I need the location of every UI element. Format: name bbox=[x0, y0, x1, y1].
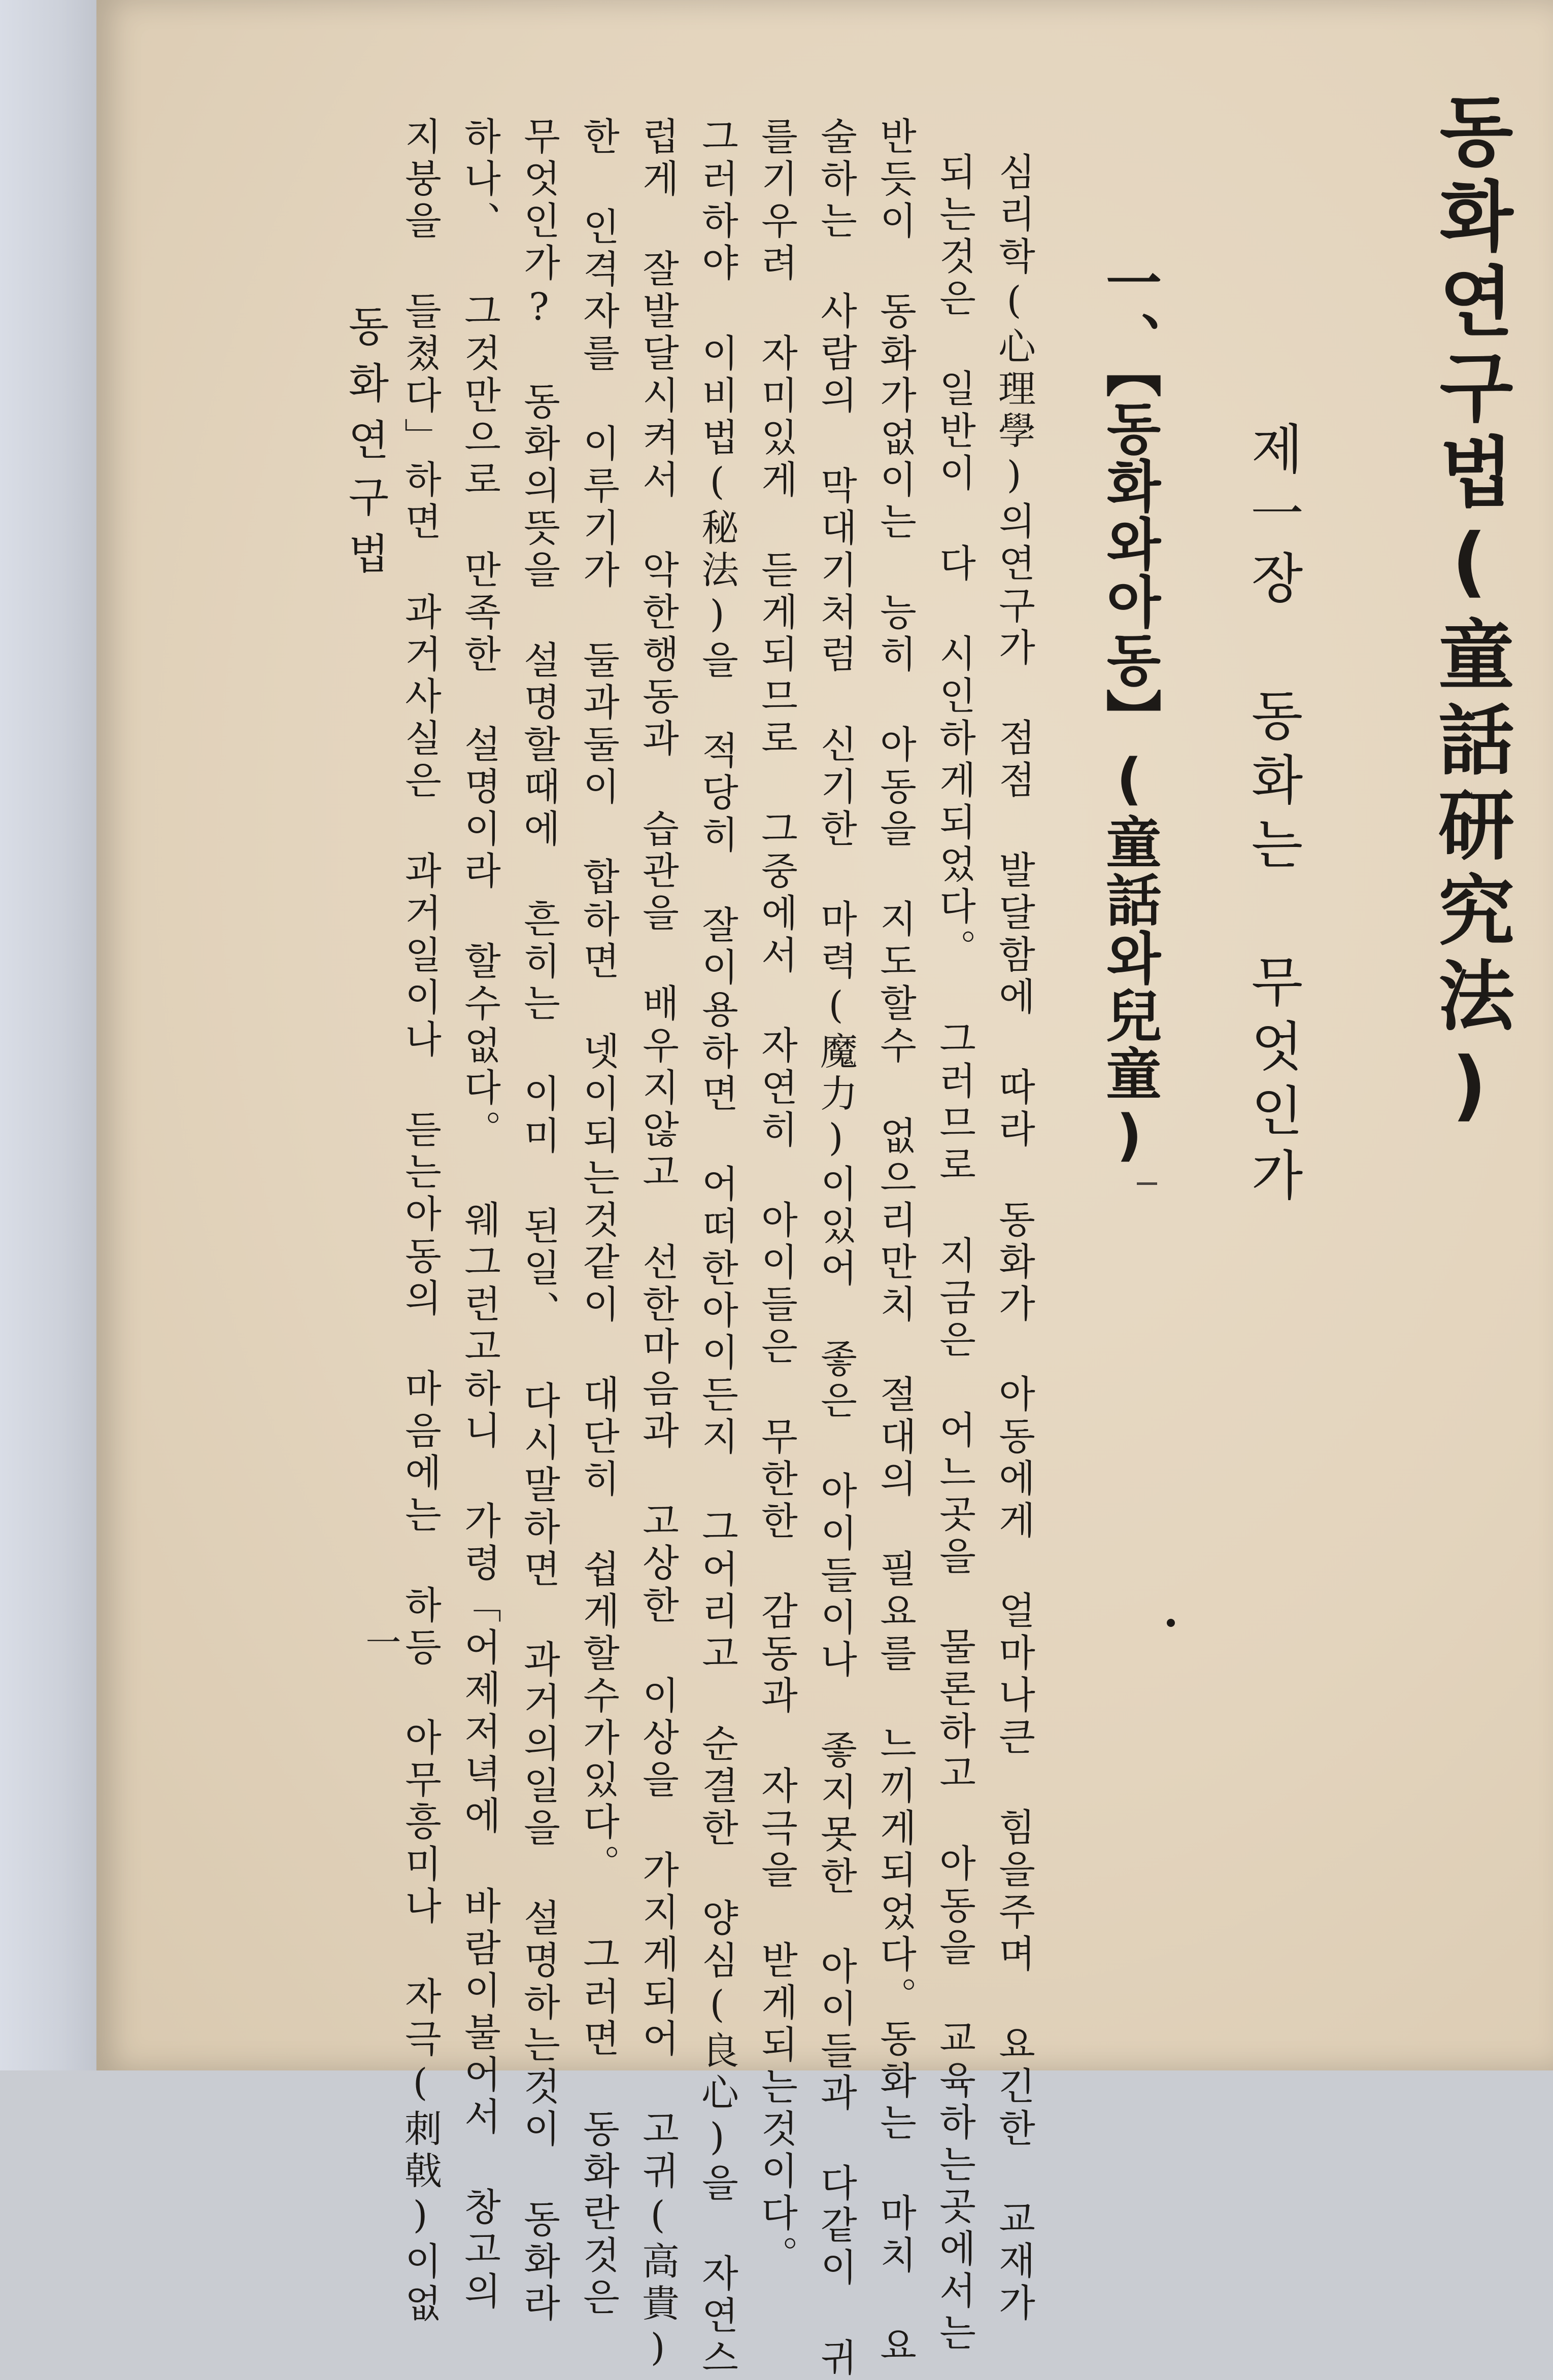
body-line-5: 를기우려 자미있게 듣게되므로 그중에서 자연히 아이들은 무한한 감동과 자극을 받게되는것이다。 bbox=[755, 117, 798, 2277]
body-line-8: 한 인격자를 이루기가 둘과둘이 합하면 넷이되는것같이 대단히 쉽게할수가있다。 그러면 동화란것은 bbox=[577, 117, 620, 2320]
adjacent-page-edge bbox=[0, 0, 102, 2070]
ink-dot-mark bbox=[1167, 1619, 1175, 1627]
body-line-4: 술하는 사람의 막대기처럼 신기한 마력(魔力)이있어 좋은 아이들이나 좋지못한 아이들과 다같이 귀 bbox=[814, 117, 858, 2380]
section-heading: 一、【동화와아동】(童話와兒童) bbox=[1097, 254, 1162, 1170]
chapter-title: 제一장 동화는 무엇인가 bbox=[1242, 421, 1304, 1212]
body-line-6: 그러하야 이비법(秘法)을 적당히 잘이용하면 어떠한아이든지 그어리고 순결한 양심(良心)을 자연스 bbox=[695, 117, 739, 2380]
body-line-3: 반듯이 동화가없이는 능히 아동을 지도할수 없으리만치 절대의 필요를 느끼게되었다。동화는 마치 요 bbox=[873, 117, 917, 2368]
running-footer-title: 동화연구법 bbox=[341, 304, 389, 589]
body-line-9: 무엇인가? 동화의뜻을 설명할때에 흔히는 이미 된일、 다시말하면 과거의일을 설명하는것이 동화라 bbox=[517, 117, 561, 2326]
body-line-2: 되는것은 일반이 다 시인하게되었다。 그러므로 지금은 어느곳을 물론하고 아동을 교육하는곳에서는 bbox=[933, 152, 976, 2355]
ink-dash-mark bbox=[1137, 1182, 1157, 1185]
page-number: 一 bbox=[360, 1624, 401, 1659]
book-page bbox=[96, 0, 1553, 2380]
body-line-1: 심리학(心理學)의연구가 점점 발달함에 따라 동화가 아동에게 얼마나큰 힘을주며 요긴한 교재가 bbox=[992, 152, 1036, 2325]
body-line-10: 하나、 그것만으로 만족한 설명이라 할수없다。 웨그런고하니 가령「어제저녁에 바람이불어서 창고의 bbox=[458, 117, 501, 2314]
body-line-7: 럽게 잘발달시켜서 악한행동과 습관을 배우지않고 선한마음과 고상한 이상을 가지게되어 고귀(高貴) bbox=[636, 117, 680, 2374]
book-title: 동화연구법(童話研究法) bbox=[1425, 91, 1513, 1139]
body-line-11: 지붕을 들쳤다」하면 과거사실은 과거일이나 듣는아동의 마음에는 하등 아무흥미나 자극(刺戟)이없 bbox=[398, 117, 442, 2326]
